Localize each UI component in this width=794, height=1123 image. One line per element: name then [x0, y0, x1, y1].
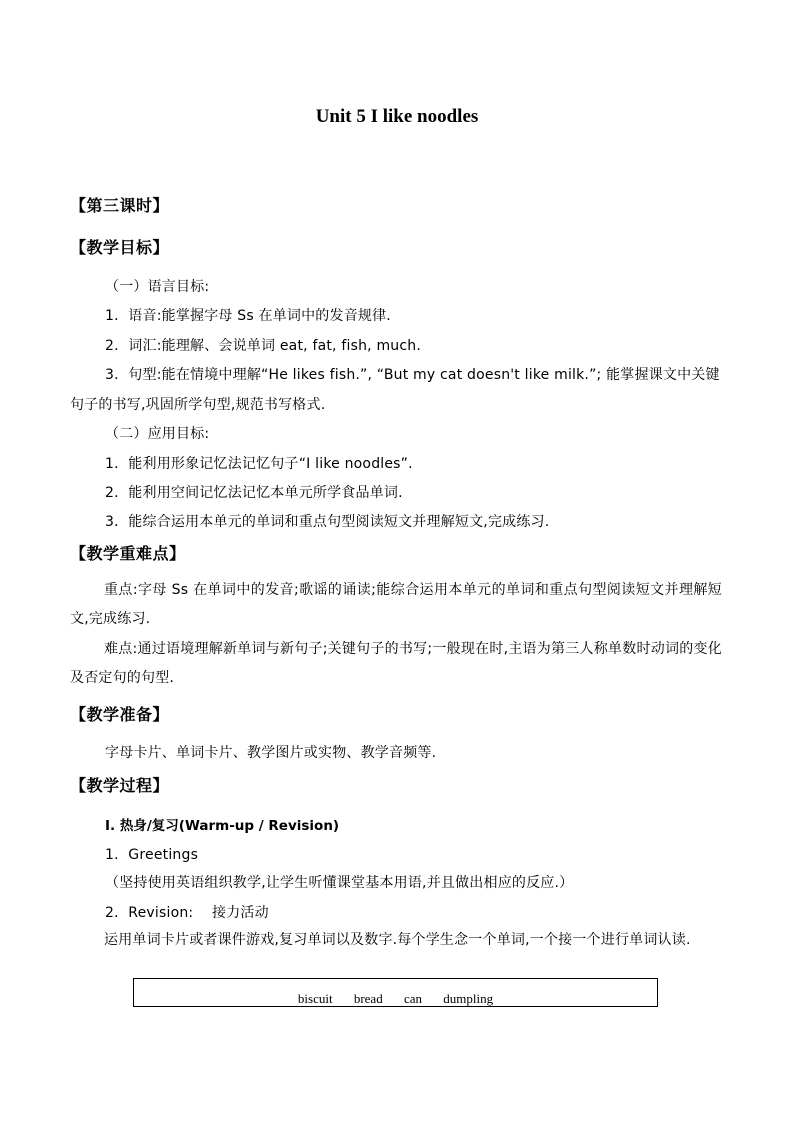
- application-goal-item: 2．能利用空间记忆法记忆本单元所学食品单词.: [105, 485, 403, 501]
- language-goal-item: 1．语音:能掌握字母 Ss 在单词中的发音规律.: [105, 308, 391, 324]
- application-goal-item: 1．能利用形象记忆法记忆句子“I like noodles”.: [105, 456, 413, 472]
- revision-activity: 接力活动: [212, 905, 269, 921]
- warmup-step-title: I. 热身/复习(Warm-up / Revision): [105, 818, 340, 834]
- language-goal-item: 2．词汇:能理解、会说单词 eat, fat, fish, much.: [105, 338, 421, 354]
- word-card: bread: [353, 991, 383, 1006]
- preparation-text: 字母卡片、单词卡片、教学图片或实物、教学音频等.: [105, 745, 437, 761]
- revision-line: [105, 902, 269, 922]
- document-title: Unit 5 I like noodles: [315, 106, 479, 127]
- language-goals-title: （一）语言目标:: [105, 279, 210, 295]
- lesson-heading: 【第三课时】: [70, 196, 170, 215]
- revision-label: 2．Revision:: [105, 905, 194, 921]
- goals-heading: 【教学目标】: [70, 238, 170, 257]
- language-goal-item: 3．句型:能在情境中理解“He likes fish.”, “But my cat doesn't like milk.”; 能掌握课文中关键: [105, 367, 720, 383]
- word-list-box: [133, 978, 658, 1007]
- application-goal-item: 3．能综合运用本单元的单词和重点句型阅读短文并理解短文,完成练习.: [105, 514, 550, 530]
- greetings-label: 1．Greetings: [105, 847, 199, 863]
- difficulty-paragraph: 难点:通过语境理解新单词与新句子;关键句子的书写;一般现在时,主语为第三人称单数时动词的变化及否定句的句型.: [70, 641, 722, 686]
- application-goals-title: （二）应用目标:: [105, 426, 210, 442]
- word-card: dumpling: [443, 991, 494, 1006]
- focus-paragraph: 重点:字母 Ss 在单词中的发音;歌谣的诵读;能综合运用本单元的单词和重点句型阅读短文并理解短文,完成练习.: [70, 582, 722, 627]
- key-points-heading: 【教学重难点】: [70, 544, 186, 563]
- language-goal-item-continued: 句子的书写,巩固所学句型,规范书写格式.: [70, 397, 326, 413]
- word-card: can: [403, 991, 422, 1006]
- word-card: biscuit: [297, 991, 333, 1006]
- revision-paragraph: 运用单词卡片或者课件游戏,复习单词以及数字.每个学生念一个单词,一个接一个进行单词认读.: [104, 932, 691, 948]
- greetings-note: （坚持使用英语组织教学,让学生听懂课堂基本用语,并且做出相应的反应.）: [105, 875, 574, 891]
- preparation-heading: 【教学准备】: [70, 705, 170, 724]
- process-heading: 【教学过程】: [70, 776, 170, 795]
